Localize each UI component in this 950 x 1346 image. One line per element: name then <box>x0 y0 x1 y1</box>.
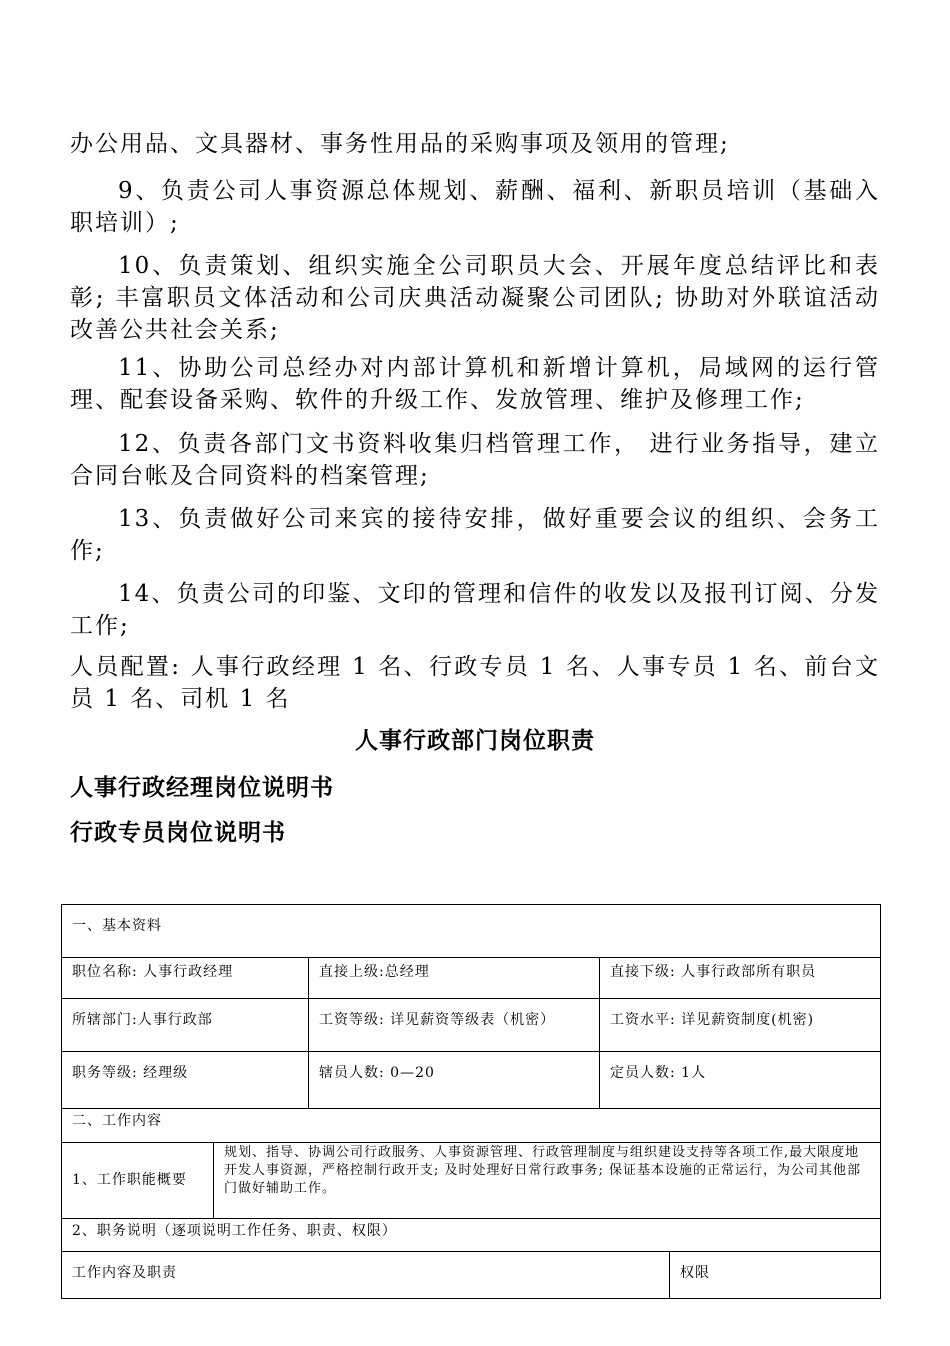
column-header-authority: 权限 <box>670 1252 881 1299</box>
heading-hr-manager: 人事行政经理岗位说明书 <box>70 775 334 801</box>
paragraph-item-9: 9、负责公司人事资源总体规划、薪酬、福利、新职员培训（基础入职培训）; <box>70 178 880 236</box>
cell-headcount: 定员人数: 1人 <box>600 1052 881 1109</box>
job-description-table <box>61 904 881 1299</box>
section-title: 人事行政部门岗位职责 <box>355 728 595 754</box>
paragraph-item-13: 13、负责做好公司来宾的接待安排，做好重要会议的组织、会务工作; <box>70 506 880 564</box>
cell-staff-count: 辖员人数: 0—20 <box>309 1052 600 1109</box>
paragraph-item-12: 12、负责各部门文书资料收集归档管理工作， 进行业务指导，建立合同台帐及合同资料的档案管理; <box>70 431 880 489</box>
cell-salary-grade: 工资等级: 详见薪资等级表（机密） <box>309 999 600 1052</box>
cell-department: 所辖部门:人事行政部 <box>62 999 309 1052</box>
column-header-duties: 工作内容及职责 <box>62 1252 670 1299</box>
cell-job-level: 职务等级: 经理级 <box>62 1052 309 1109</box>
paragraph-item-14: 14、负责公司的印鉴、文印的管理和信件的收发以及报刊订阅、分发工作; <box>70 581 880 639</box>
cell-salary-level: 工资水平: 详见薪资制度(机密) <box>600 999 881 1052</box>
paragraph-staffing: 人员配置: 人事行政经理 1 名、行政专员 1 名、人事专员 1 名、前台文员 1 名、司机 1 名 <box>70 654 880 712</box>
cell-summary-text: 规划、指导、协调公司行政服务、人事资源管理、行政管理制度与组织建设支持等各项工作,最大限度地开发人事资源，严格控制行政开支; 及时处理好日常行政事务; 保证基本设施的正常运行，为公司其他部门做好辅助工作。 <box>214 1143 881 1219</box>
cell-duties-title: 2、职务说明（逐项说明工作任务、职责、权限） <box>62 1219 881 1252</box>
table-row <box>62 1252 881 1299</box>
cell-direct-subordinates: 直接下级: 人事行政部所有职员 <box>600 958 881 999</box>
table-row <box>62 958 881 999</box>
table-row <box>62 905 881 958</box>
table-row <box>62 1143 881 1219</box>
paragraph-item-11: 11、协助公司总经办对内部计算机和新增计算机，局域网的运行管理、配套设备采购、软件的升级工作、发放管理、维护及修理工作; <box>70 355 880 413</box>
table-row <box>62 999 881 1052</box>
table-row <box>62 1109 881 1143</box>
cell-summary-label: 1、工作职能概要 <box>62 1143 214 1219</box>
section-work-content: 二、工作内容 <box>62 1109 881 1143</box>
cell-direct-superior: 直接上级:总经理 <box>309 958 600 999</box>
table-row <box>62 1052 881 1109</box>
cell-position-name: 职位名称: 人事行政经理 <box>62 958 309 999</box>
section-basic-info: 一、基本资料 <box>62 905 881 958</box>
table-row <box>62 1219 881 1252</box>
paragraph-item-10: 10、负责策划、组织实施全公司职员大会、开展年度总结评比和表彰; 丰富职员文体活动和公司庆典活动凝聚公司团队; 协助对外联谊活动改善公共社会关系; <box>70 253 880 343</box>
heading-admin-specialist: 行政专员岗位说明书 <box>70 820 286 846</box>
paragraph-office-supplies: 办公用品、文具器材、事务性用品的采购事项及领用的管理; <box>70 131 730 157</box>
